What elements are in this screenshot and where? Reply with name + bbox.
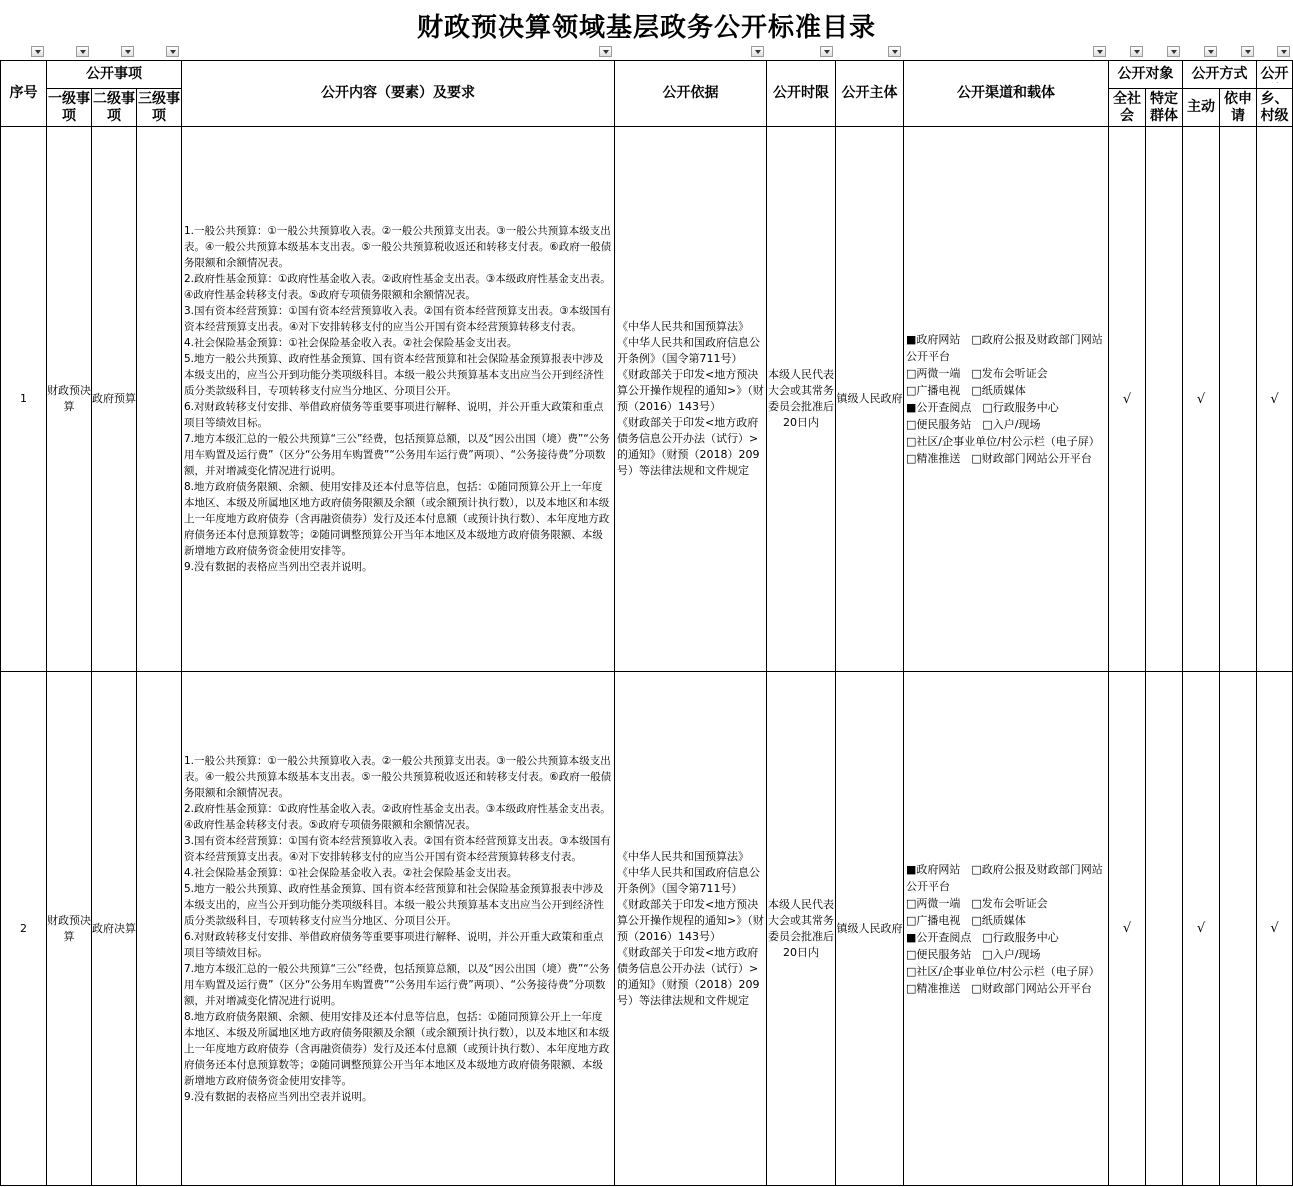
header-channel: 公开渠道和载体 — [904, 61, 1109, 127]
row-level1: 财政预决算 — [47, 127, 92, 672]
row-subject: 镇级人民政府 — [836, 127, 904, 672]
row-content: 1.一般公共预算：①一般公共预算收入表。②一般公共预算支出表。③一般公共预算本级支出表。④一般公共预算本级基本支出表。⑤一般公共预算税收返还和转移支付表。⑥政府一般债务限额和余额情况表。 2.政府性基金预算：①政府性基金收入表。②政府性基金支出表。③本级政府性基金支出表。④政府性基金转移支付表。⑤政府专项债务限额和余额情况表。 3.国有资本经营预算：①国有资本经营预算收入表。②国有资本经营预算支出表。③本级国有资本经营预算支出表。④对下安排转移支付的应当公开国有资本经营预算转移支付表。 4.社会保险基金预算：①社会保险基金收入表。②社会保险基金支出表。 5.地方一般公共预算、政府性基金预算、国有资本经营预算和社会保险基金预算报表中涉及本级支出的，应当公开到功能分类项级科目。本级一般公共预算基本支出应当公开到经济性质分类款级科目，专项转移支付应当分地区、分项目公开。 6.对财政转移支付安排、举借政府债务等重要事项进行解释、说明，并公开重大政策和重点项目等绩效目标。 7.地方本级汇总的一般公共预算“三公”经费，包括预算总额，以及“因公出国（境）费”“公务用车购置及运行费”（区分“公务用车购置费”“公务用车运行费”两项）、“公务接待费”分项数额，并对增减变化情况进行说明。 8.地方政府债务限额、余额、使用安排及还本付息等信息，包括：①随同预算公开上一年度本地区、本级及所属地区地方政府债务限额及余额（或余额预计执行数），以及本地区和本级上一年度地方政府债券（含再融资债券）发行及还本付息额（或预计执行数）、本年度地方政府债务还本付息预算数等；②随同调整预算公开当年本地区及本级地方政府债务限额、本级新增地方政府债务资金使用安排等。 9.没有数据的表格应当列出空表并说明。 — [182, 672, 615, 1186]
row-subject: 镇级人民政府 — [836, 672, 904, 1186]
header-mode-request: 依申请 — [1220, 89, 1257, 127]
header-time: 公开时限 — [767, 61, 836, 127]
row-target-all: √ — [1109, 672, 1146, 1186]
row-time: 本级人民代表大会或其常务委员会批准后20日内 — [767, 672, 836, 1186]
row-level3 — [137, 672, 182, 1186]
row-level-village: √ — [1257, 127, 1293, 672]
page-title: 财政预决算领域基层政务公开标准目录 — [416, 13, 876, 43]
header-target-all: 全社会 — [1109, 89, 1146, 127]
header-mode-active: 主动 — [1183, 89, 1220, 127]
header-target-group: 特定群体 — [1146, 89, 1183, 127]
header-mode: 公开方式 — [1183, 61, 1257, 89]
filter-dropdown-icon[interactable] — [31, 46, 44, 57]
table-row — [1, 127, 1293, 672]
header-level-village: 乡、村级 — [1257, 89, 1293, 127]
header-level3: 三级事项 — [137, 89, 182, 127]
filter-dropdown-icon[interactable] — [76, 46, 89, 57]
row-basis: 《中华人民共和国预算法》 《中华人民共和国政府信息公开条例》（国令第711号） 《财政部关于印发<地方预决算公开操作规程的通知>》（财预（2016）143号） 《财政部关于印发<地方政府债务信息公开办法（试行）>的通知》（财预（2018）209号）等法律法规和文件规定 — [615, 672, 767, 1186]
row-mode-request — [1220, 672, 1257, 1186]
table-row — [1, 672, 1293, 1186]
filter-dropdown-icon[interactable] — [1167, 46, 1180, 57]
row-channel: ■政府网站 □政府公报及财政部门网站公开平台 □两微一端 □发布会听证会 □广播电视 □纸质媒体 ■公开查阅点 □行政服务中心 □便民服务站 □入户/现场 □社区/企事业单位/村公示栏（电子屏） □精准推送 □财政部门网站公开平台 — [904, 127, 1109, 672]
header-items: 公开事项 — [47, 61, 182, 89]
row-time: 本级人民代表大会或其常务委员会批准后20日内 — [767, 127, 836, 672]
filter-dropdown-icon[interactable] — [820, 46, 833, 57]
row-target-group — [1146, 672, 1183, 1186]
header-level1: 一级事项 — [47, 89, 92, 127]
filter-dropdown-icon[interactable] — [599, 46, 612, 57]
row-target-all: √ — [1109, 127, 1146, 672]
row-level-village: √ — [1257, 672, 1293, 1186]
row-content: 1.一般公共预算：①一般公共预算收入表。②一般公共预算支出表。③一般公共预算本级支出表。④一般公共预算本级基本支出表。⑤一般公共预算税收返还和转移支付表。⑥政府一般债务限额和余额情况表。 2.政府性基金预算：①政府性基金收入表。②政府性基金支出表。③本级政府性基金支出表。④政府性基金转移支付表。⑤政府专项债务限额和余额情况表。 3.国有资本经营预算：①国有资本经营预算收入表。②国有资本经营预算支出表。③本级国有资本经营预算支出表。④对下安排转移支付的应当公开国有资本经营预算转移支付表。 4.社会保险基金预算：①社会保险基金收入表。②社会保险基金支出表。 5.地方一般公共预算、政府性基金预算、国有资本经营预算和社会保险基金预算报表中涉及本级支出的，应当公开到功能分类项级科目。本级一般公共预算基本支出应当公开到经济性质分类款级科目，专项转移支付应当分地区、分项目公开。 6.对财政转移支付安排、举借政府债务等重要事项进行解释、说明，并公开重大政策和重点项目等绩效目标。 7.地方本级汇总的一般公共预算“三公”经费，包括预算总额，以及“因公出国（境）费”“公务用车购置及运行费”（区分“公务用车购置费”“公务用车运行费”两项）、“公务接待费”分项数额，并对增减变化情况进行说明。 8.地方政府债务限额、余额、使用安排及还本付息等信息，包括：①随同预算公开上一年度本地区、本级及所属地区地方政府债务限额及余额（或余额预计执行数），以及本地区和本级上一年度地方政府债券（含再融资债券）发行及还本付息额（或预计执行数）、本年度地方政府债务还本付息预算数等；②随同调整预算公开当年本地区及本级地方政府债务限额、本级新增地方政府债务资金使用安排等。 9.没有数据的表格应当列出空表并说明。 — [182, 127, 615, 672]
row-target-group — [1146, 127, 1183, 672]
header-row-1 — [1, 61, 1293, 89]
header-level2: 二级事项 — [92, 89, 137, 127]
row-channel: ■政府网站 □政府公报及财政部门网站公开平台 □两微一端 □发布会听证会 □广播电视 □纸质媒体 ■公开查阅点 □行政服务中心 □便民服务站 □入户/现场 □社区/企事业单位/村公示栏（电子屏） □精准推送 □财政部门网站公开平台 — [904, 672, 1109, 1186]
filter-dropdown-icon[interactable] — [1277, 46, 1290, 57]
header-content: 公开内容（要素）及要求 — [182, 61, 615, 127]
row-level3 — [137, 127, 182, 672]
header-basis: 公开依据 — [615, 61, 767, 127]
filter-dropdown-icon[interactable] — [1130, 46, 1143, 57]
filter-dropdown-icon[interactable] — [166, 46, 179, 57]
row-seq: 2 — [1, 672, 47, 1186]
header-seq: 序号 — [1, 61, 47, 127]
filter-dropdown-icon[interactable] — [1093, 46, 1106, 57]
row-basis: 《中华人民共和国预算法》 《中华人民共和国政府信息公开条例》（国令第711号） 《财政部关于印发<地方预决算公开操作规程的通知>》（财预（2016）143号） 《财政部关于印发<地方政府债务信息公开办法（试行）>的通知》（财预（2018）209号）等法律法规和文件规定 — [615, 127, 767, 672]
header-target: 公开对象 — [1109, 61, 1183, 89]
row-mode-active: √ — [1183, 672, 1220, 1186]
header-subject: 公开主体 — [836, 61, 904, 127]
row-level2: 政府预算 — [92, 127, 137, 672]
filter-dropdown-icon[interactable] — [888, 46, 901, 57]
filter-dropdown-icon[interactable] — [121, 46, 134, 57]
row-mode-request — [1220, 127, 1257, 672]
row-level1: 财政预决算 — [47, 672, 92, 1186]
row-mode-active: √ — [1183, 127, 1220, 672]
header-level — [1257, 61, 1293, 89]
catalog-table — [0, 60, 1293, 1186]
filter-dropdown-icon[interactable] — [1204, 46, 1217, 57]
filter-dropdown-icon[interactable] — [1241, 46, 1254, 57]
filter-dropdown-icon[interactable] — [751, 46, 764, 57]
row-level2: 政府决算 — [92, 672, 137, 1186]
row-seq: 1 — [1, 127, 47, 672]
header-level-text: 公开 — [1260, 66, 1289, 82]
